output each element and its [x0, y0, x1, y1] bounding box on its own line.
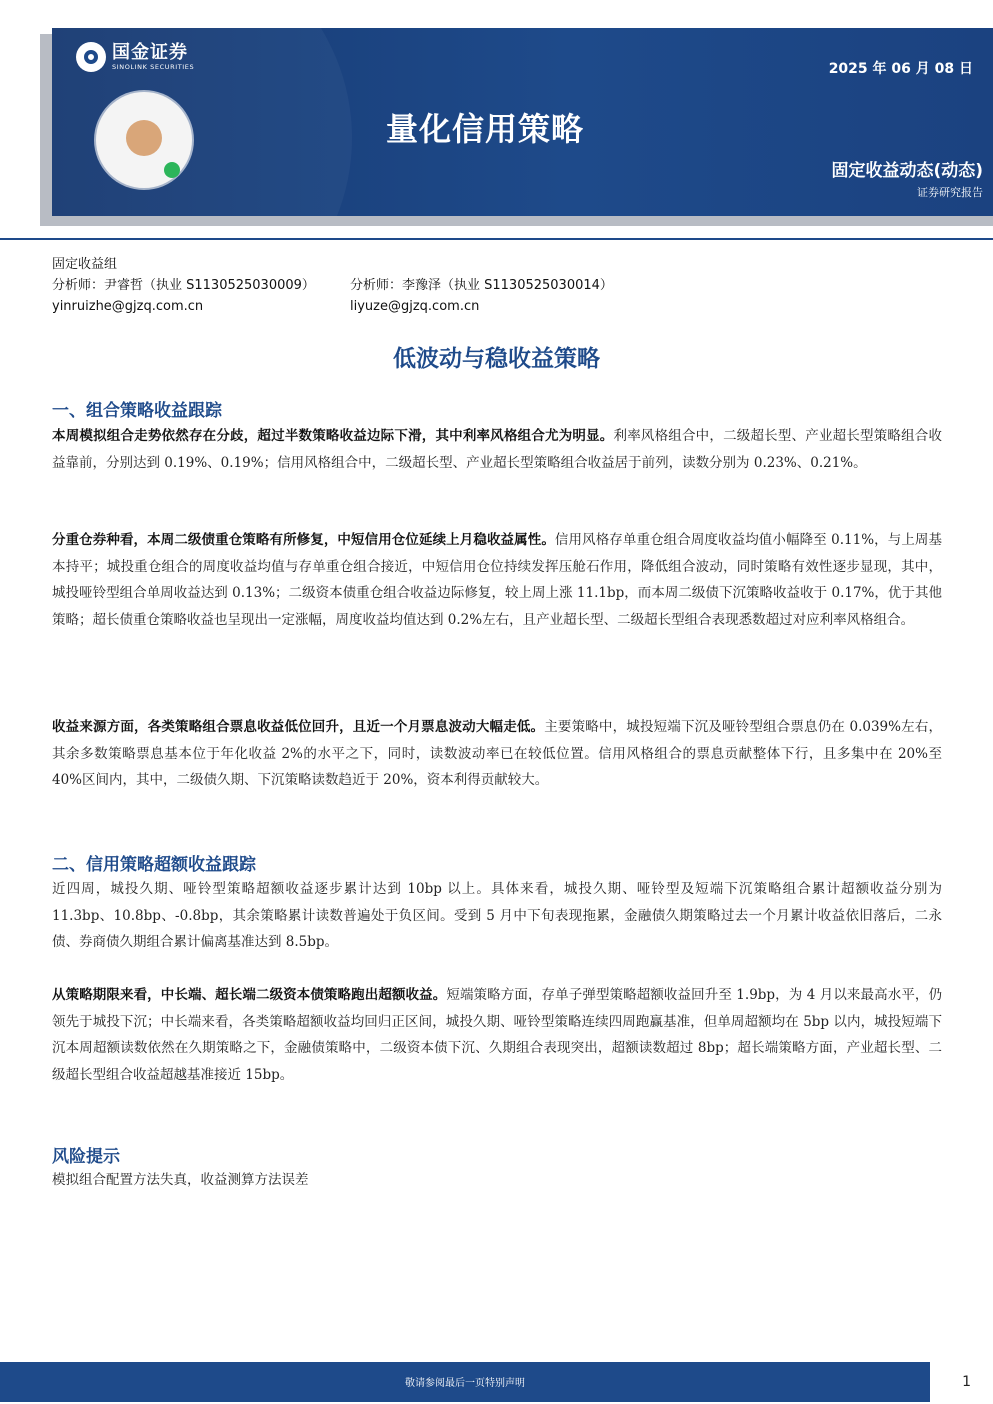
paragraph-1-3	[52, 714, 942, 794]
paragraph-body: 信用风格存单重仓组合周度收益均值小幅降至 0.11%，与上周基本持平；城投重仓组合的周度收益均值与存单重仓组合接近，中短信用仓位持续发挥压舱石作用，降低组合波动，同时策略有效性逐步显现，其中，城投哑铃型组合单周收益达到 0.13%；二级资本债重仓组合收益边际修复，较上周上涨 11.1bp，而本周二级债下沉策略收益收于 0.17%，优于其他策略；超长债重仓策略收益也呈现出一定涨幅，周度收益均值达到 0.2%左右，且产业超长型、二级超长型组合表现悉数超过对应利率风格组合。	[52, 532, 942, 628]
paragraph-lead: 收益来源方面，各类策略组合票息收益低位回升，且近一个月票息波动大幅走低。	[52, 719, 545, 735]
paragraph-risk	[52, 1167, 942, 1194]
header-banner	[52, 28, 993, 216]
analyst-1-email[interactable]: yinruizhe@gjzq.com.cn	[52, 299, 204, 314]
paragraph-1-2	[52, 527, 942, 633]
qr-code-icon[interactable]	[96, 92, 192, 188]
section-heading-2: 二、信用策略超额收益跟踪	[52, 855, 256, 875]
paragraph-1-1	[52, 423, 942, 476]
report-subtype: 证券研究报告	[917, 186, 983, 199]
analyst-2-email[interactable]: liyuze@gjzq.com.cn	[350, 299, 480, 314]
page-number: 1	[962, 1374, 971, 1390]
paragraph-2-2	[52, 982, 942, 1088]
analyst-1: 分析师：尹睿哲（执业 S1130525030009）	[52, 278, 315, 293]
document-title: 低波动与稳收益策略	[393, 346, 600, 372]
paragraph-2-1	[52, 876, 942, 956]
section-heading-1: 一、组合策略收益跟踪	[52, 401, 222, 421]
logo-cn-text: 国金证券	[112, 41, 188, 63]
paragraph-body: 主要策略中，城投短端下沉及哑铃型组合票息仍在 0.039%左右，其余多数策略票息基本位于年化收益 2%的水平之下，同时，读数波动率已在较低位置。信用风格组合的票息贡献整体下行，且多集中在 20%至 40%区间内，其中，二级债久期、下沉策略读数趋近于 20%，资本利得贡献较大。	[52, 719, 942, 788]
logo-icon	[76, 42, 106, 72]
analyst-2: 分析师：李豫泽（执业 S1130525030014）	[350, 278, 613, 293]
paragraph-lead: 本周模拟组合走势依然存在分歧，超过半数策略收益边际下滑，其中利率风格组合尤为明显。	[52, 428, 614, 444]
footer-disclaimer[interactable]: 敬请参阅最后一页特别声明	[405, 1378, 525, 1389]
team-name: 固定收益组	[52, 257, 118, 272]
report-title: 量化信用策略	[386, 110, 585, 148]
header-divider	[0, 238, 993, 240]
paragraph-body: 模拟组合配置方法失真，收益测算方法误差	[52, 1172, 309, 1188]
brand-logo	[76, 42, 194, 72]
report-date: 2025 年 06 月 08 日	[828, 61, 973, 77]
paragraph-body: 短端策略方面，存单子弹型策略超额收益回升至 1.9bp，为 4 月以来最高水平，仍领先于城投下沉；中长端来看，各类策略超额收益均回归正区间，城投久期、哑铃型策略连续四周跑赢基准，但单周超额均在 5bp 以内，城投短端下沉本周超额读数依然在久期策略之下，金融债策略中，二级资本债下沉、久期组合表现突出，超额读数超过 8bp；超长端策略方面，产业超长型、二级超长型组合收益超越基准接近 15bp。	[52, 987, 943, 1083]
logo-en-text: SINOLINK SECURITIES	[112, 62, 195, 71]
paragraph-body: 近四周，城投久期、哑铃型策略超额收益逐步累计达到 10bp 以上。具体来看，城投久期、哑铃型及短端下沉策略组合累计超额收益分别为 11.3bp、10.8bp、-0.8bp，其余策略累计读数普遍处于负区间。受到 5 月中下旬表现拖累，金融债久期策略过去一个月累计收益依旧落后，二永债、券商债久期组合累计偏离基准达到 8.5bp。	[52, 881, 942, 950]
paragraph-body: 利率风格组合中，二级超长型、产业超长型策略组合收益靠前，分别达到 0.19%、0.19%；信用风格组合中，二级超长型、产业超长型策略组合收益居于前列，读数分别为 0.23%、0.21%。	[52, 428, 943, 471]
mini-program-icon	[164, 162, 180, 178]
report-type: 固定收益动态(动态)	[831, 161, 983, 181]
section-heading-risk: 风险提示	[52, 1147, 120, 1167]
author-block	[52, 254, 613, 317]
paragraph-lead: 分重仓券种看，本周二级债重仓策略有所修复，中短信用仓位延续上月稳收益属性。	[52, 532, 555, 548]
paragraph-lead: 从策略期限来看，中长端、超长端二级资本债策略跑出超额收益。	[52, 987, 447, 1003]
